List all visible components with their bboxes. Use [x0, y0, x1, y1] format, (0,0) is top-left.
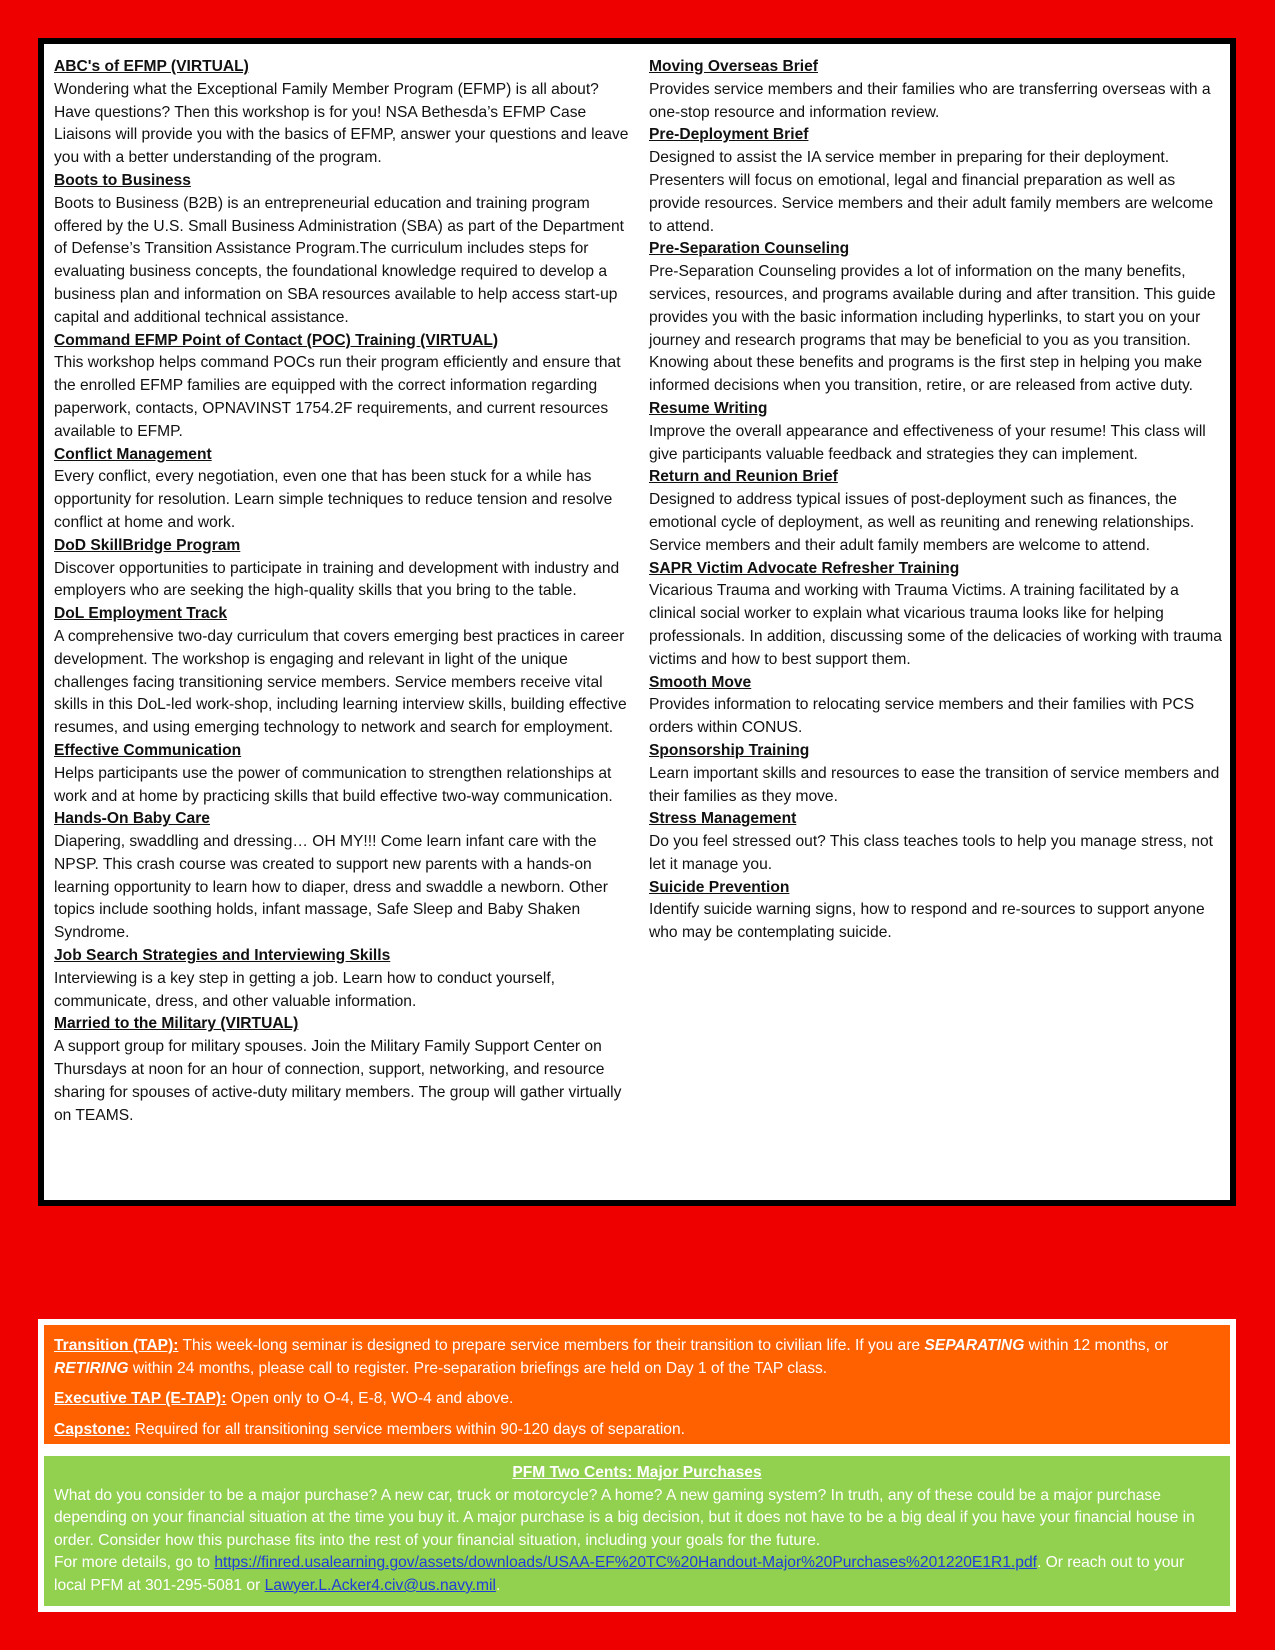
- etap-label: Executive TAP (E-TAP):: [54, 1390, 227, 1408]
- entry-dod-skillbridge: [54, 535, 634, 603]
- entry-sapr-refresher: [649, 558, 1229, 672]
- entry-return-reunion: [649, 466, 1229, 557]
- capstone-paragraph: [54, 1419, 1220, 1442]
- entry-title: Smooth Move: [649, 673, 752, 691]
- entry-married-to-military: [54, 1013, 634, 1127]
- entry-title: DoL Employment Track: [54, 605, 228, 623]
- entry-boots-to-business: [54, 170, 634, 330]
- entry-title: Pre-Separation Counseling: [649, 240, 850, 258]
- entry-title: Moving Overseas Brief: [649, 58, 818, 75]
- pfm-end-period: .: [495, 1576, 501, 1594]
- entry-title: Boots to Business: [54, 171, 191, 189]
- etap-text: Open only to O-4, E-8, WO-4 and above.: [226, 1390, 514, 1408]
- entry-title: Command EFMP Point of Contact (POC) Training (VIRTUAL): [54, 331, 499, 349]
- entry-text: This workshop helps command POCs run their program efficiently and ensure that the enrolled EFMP families are equipped with the correct information regarding paperwork, contacts, OPNAVINST 1754.2F requirements, and current resources available to EFMP.: [54, 354, 621, 440]
- entry-text: Do you feel stressed out? This class teaches tools to help you manage stress, not let it manage you.: [649, 833, 1213, 873]
- entry-text: Boots to Business (B2B) is an entrepreneurial education and training program offered by the U.S. Small Business Administration (SBA) as part of the Department of Defense’s Transition Assistance Program.The curriculum includes steps for evaluating business concepts, the foundational knowledge required to develop a business plan and information on SBA resources available to help access start-up capital and additional technical assistance.: [54, 194, 625, 326]
- entry-text: Vicarious Trauma and working with Trauma Victims. A training facilitated by a clinical social worker to explain what vicarious trauma looks like for helping professionals. In addition, discussing some of the delicacies of working with trauma victims and how to best support them.: [649, 582, 1222, 668]
- entry-resume-writing: [649, 398, 1229, 466]
- entry-title: Job Search Strategies and Interviewing Skills: [54, 947, 391, 965]
- entry-text: Discover opportunities to participate in training and development with industry and employers who are seeking the high-quality skills that you bring to the table.: [54, 559, 620, 600]
- entry-title: Suicide Prevention: [649, 878, 790, 896]
- entry-title: Pre-Deployment Brief: [649, 126, 809, 144]
- entry-abcs-efmp: [54, 56, 634, 170]
- entry-pre-separation: [649, 238, 1229, 398]
- entry-text: Learn important skills and resources to ease the transition of service members and their families as they move.: [649, 764, 1220, 805]
- entry-text: Designed to address typical issues of post-deployment such as finances, the emotional cycle of deployment, as well as reuniting and renewing relationships. Service members and their adult family members are welcome to attend.: [649, 491, 1195, 554]
- retiring-emphasis: RETIRING: [54, 1359, 129, 1377]
- pfm-reach-text: . Or reach out to your local PFM at 301-295-5081 or: [54, 1554, 1185, 1594]
- entry-text: Improve the overall appearance and effectiveness of your resume! This class will give participants valuable feedback and strategies they can implement.: [649, 422, 1206, 463]
- right-column: [649, 56, 1229, 945]
- transition-text-1: This week-long seminar is designed to prepare service members for their transition to civilian life. If you are: [178, 1337, 925, 1354]
- entry-title: Married to the Military (VIRTUAL): [54, 1015, 299, 1033]
- entry-pre-deployment: [649, 124, 1229, 238]
- etap-paragraph: [54, 1388, 1220, 1411]
- workshop-descriptions-box: [38, 38, 1236, 1206]
- entry-text: Identify suicide warning signs, how to respond and re-sources to support anyone who may be contemplating suicide.: [649, 901, 1205, 942]
- entry-conflict-management: [54, 444, 634, 535]
- entry-text: Pre-Separation Counseling provides a lot of information on the many benefits, services, resources, and programs available during and after transition. This guide provides you with the basic information including hyperlinks, to start you on your journey and research programs that may be beneficial to you as you transition. Knowing about these benefits and programs is the first step in helping you make informed decisions when you transition, retire, or are released from active duty.: [649, 263, 1216, 395]
- entry-stress-management: [649, 808, 1229, 876]
- entry-text: Interviewing is a key step in getting a job. Learn how to conduct yourself, communicate, dress, and other valuable information.: [54, 969, 556, 1010]
- entry-title: Return and Reunion Brief: [649, 468, 838, 486]
- entry-dol-employment-track: [54, 603, 634, 740]
- entry-job-search-strategies: [54, 945, 634, 1013]
- entry-command-efmp-poc: [54, 330, 634, 444]
- entry-title: Hands-On Baby Care: [54, 810, 210, 828]
- entry-text: Wondering what the Exceptional Family Member Program (EFMP) is all about? Have questions? Then this workshop is for you! NSA Bethesda’s EFMP Case Liaisons will provide you with the basics of EFMP, answer your questions and leave you with a better understanding of the program.: [54, 80, 629, 167]
- entry-text: A support group for military spouses. Join the Military Family Support Center on Thursdays at noon for an hour of connection, support, networking, and resource sharing for spouses of active-duty military members. The group will gather virtually on TEAMS.: [54, 1038, 622, 1124]
- pfm-two-cents-box: [38, 1450, 1236, 1612]
- pfm-more-prefix: For more details, go to: [54, 1554, 215, 1572]
- transition-text-3: within 24 months, please call to register. Pre-separation briefings are held on Day 1 of the TAP class.: [128, 1359, 828, 1377]
- entry-sponsorship-training: [649, 740, 1229, 808]
- entry-effective-communication: [54, 740, 634, 808]
- transition-label: Transition (TAP):: [54, 1337, 179, 1354]
- entry-hands-on-baby-care: [54, 808, 634, 945]
- separating-emphasis: SEPARATING: [924, 1337, 1025, 1354]
- entry-text: Provides information to relocating service members and their families with PCS orders within CONUS.: [649, 696, 1195, 737]
- entry-title: Resume Writing: [649, 399, 768, 417]
- entry-text: Designed to assist the IA service member in preparing for their deployment. Presenters will focus on emotional, legal and financial preparation as well as provide resources. Service members and their adult family members are welcome to attend.: [649, 149, 1214, 235]
- entry-title: SAPR Victim Advocate Refresher Training: [649, 559, 960, 577]
- entry-smooth-move: [649, 672, 1229, 740]
- pfm-email-link[interactable]: Lawyer.L.Acker4.civ@us.navy.mil: [264, 1576, 496, 1594]
- pfm-title: PFM Two Cents: Major Purchases: [512, 1464, 762, 1481]
- entry-text: A comprehensive two-day curriculum that covers emerging best practices in career development. The workshop is engaging and relevant in light of the unique challenges facing transitioning service members. Service members receive vital skills in this DoL-led work-shop, including learning interview skills, building effective resumes, and using emerging technology to network and search for employment.: [54, 627, 627, 737]
- transition-paragraph: [54, 1335, 1220, 1380]
- entry-text: Helps participants use the power of communication to strengthen relationships at work and at home by practicing skills that build effective two-way communication.: [54, 764, 613, 805]
- pfm-body: What do you consider to be a major purchase? A new car, truck or motorcycle? A home? A new gaming system? In truth, any of these could be a major purchase depending on your financial situation at the time you buy it. A major purchase is a big decision, but it does not have to be a big deal if you have your financial house in order. Consider how this purchase fits into the rest of your financial situation, including your goals for the future.: [54, 1486, 1195, 1549]
- entry-moving-overseas: [649, 56, 1229, 124]
- entry-title: DoD SkillBridge Program: [54, 536, 241, 554]
- left-column: [54, 56, 634, 1127]
- entry-text: Every conflict, every negotiation, even one that has been stuck for a while has opportunity for resolution. Learn simple techniques to reduce tension and resolve conflict at home and work.: [54, 468, 613, 531]
- entry-text: Provides service members and their families who are transferring overseas with a one-stop resource and information review.: [649, 80, 1211, 121]
- transition-text-2: within 12 months, or: [1024, 1337, 1169, 1354]
- entry-text: Diapering, swaddling and dressing… OH MY!!! Come learn infant care with the NPSP. This crash course was created to support new parents with a hands-on learning opportunity to learn how to diaper, dress and swaddle a newborn. Other topics include soothing holds, infant massage, Safe Sleep and Baby Shaken Syndrome.: [54, 833, 608, 942]
- finred-link[interactable]: https://finred.usalearning.gov/assets/downloads/USAA-EF%20TC%20Handout-Major%20Purchases%201220E1R1.pdf: [214, 1554, 1037, 1572]
- entry-title: Conflict Management: [54, 445, 212, 463]
- tap-info-box: [38, 1319, 1236, 1450]
- entry-title: Stress Management: [649, 810, 797, 828]
- entry-title: ABC's of EFMP (VIRTUAL): [54, 58, 249, 75]
- entry-title: Sponsorship Training: [649, 741, 810, 759]
- entry-suicide-prevention: [649, 877, 1229, 945]
- entry-title: Effective Communication: [54, 741, 242, 759]
- capstone-text: Required for all transitioning service members within 90-120 days of separation.: [130, 1420, 685, 1438]
- capstone-label: Capstone:: [54, 1420, 131, 1438]
